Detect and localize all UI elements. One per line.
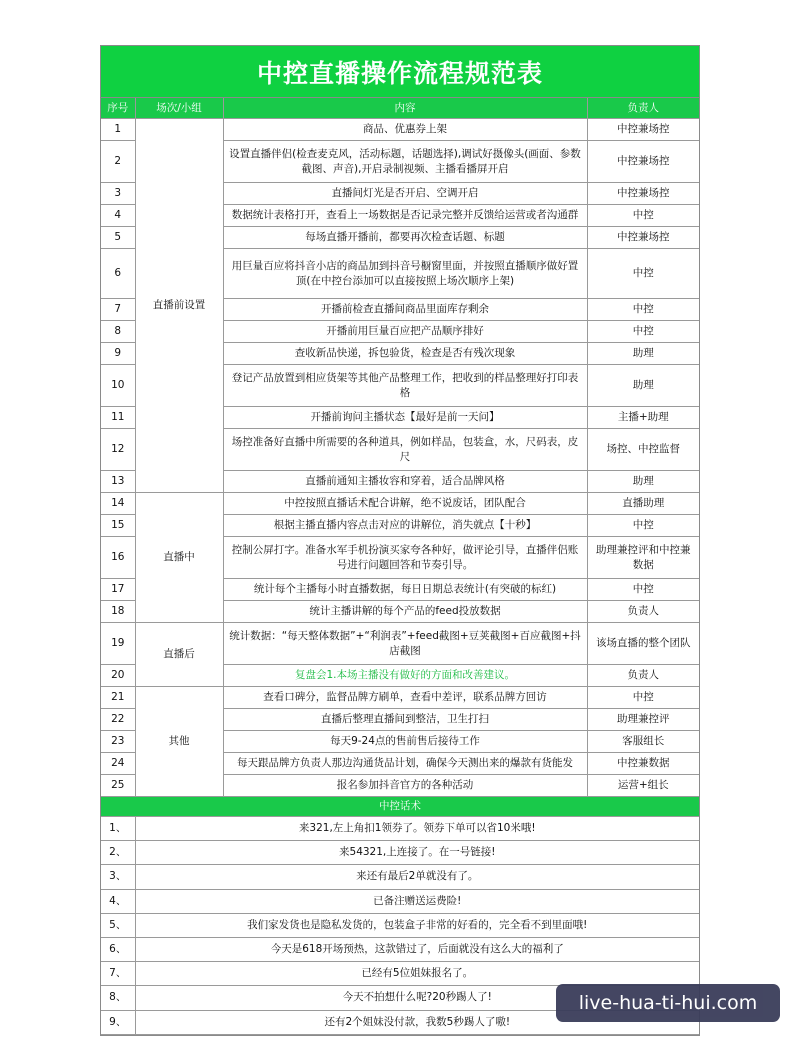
talk-section-title: 中控话术 — [101, 797, 699, 817]
row-owner: 负责人 — [587, 665, 699, 687]
row-content: 统计每个主播每小时直播数据，每日日期总表统计(有突破的标红) — [223, 579, 587, 601]
header-no: 序号 — [101, 98, 135, 119]
row-owner: 助理兼控评 — [587, 709, 699, 731]
group-during-live: 直播中 — [135, 493, 223, 623]
row-content: 开播前检查直播间商品里面库存剩余 — [223, 299, 587, 321]
row-owner: 中控 — [587, 579, 699, 601]
row-owner: 助理 — [587, 471, 699, 493]
row-no: 7 — [101, 299, 135, 321]
row-content: 查看口碑分，监督品牌方刷单，查看中差评，联系品牌方回访 — [223, 687, 587, 709]
talk-text: 已备注赠送运费险! — [135, 889, 699, 913]
row-content: 开播前询问主播状态【最好是前一天问】 — [223, 407, 587, 429]
row-content: 每场直播开播前，都要再次检查话题、标题 — [223, 227, 587, 249]
row-no: 19 — [101, 623, 135, 665]
row-content: 直播间灯光是否开启、空调开启 — [223, 183, 587, 205]
table-row — [101, 493, 699, 515]
row-content-highlight: 复盘会1.本场主播没有做好的方面和改善建议。 — [223, 665, 587, 687]
talk-row — [101, 817, 699, 841]
row-no: 6 — [101, 249, 135, 299]
row-content: 设置直播伴侣(检查麦克风，活动标题，话题选择),调试好摄像头(画面、参数截图、声音),开启录制视频、主播看播屏开启 — [223, 141, 587, 183]
sheet-title: 中控直播操作流程规范表 — [101, 46, 699, 98]
talk-text: 来54321,上连接了。在一号链接! — [135, 841, 699, 865]
row-content: 中控按照直播话术配合讲解，绝不说废话，团队配合 — [223, 493, 587, 515]
row-content: 统计主播讲解的每个产品的feed投放数据 — [223, 601, 587, 623]
row-no: 25 — [101, 775, 135, 797]
talk-text: 我们家发货也是隐私发货的，包装盒子非常的好看的，完全看不到里面哦! — [135, 913, 699, 937]
group-other: 其他 — [135, 687, 223, 797]
row-content: 商品、优惠券上架 — [223, 119, 587, 141]
row-no: 16 — [101, 537, 135, 579]
talk-no: 1、 — [101, 817, 135, 841]
table-row — [101, 623, 699, 665]
process-table — [101, 98, 699, 817]
row-owner: 主播+助理 — [587, 407, 699, 429]
talk-no: 3、 — [101, 865, 135, 889]
row-no: 4 — [101, 205, 135, 227]
group-pre-live: 直播前设置 — [135, 119, 223, 493]
group-post-live: 直播后 — [135, 623, 223, 687]
talk-text: 来321,左上角扣1领券了。领券下单可以省10米哦! — [135, 817, 699, 841]
row-no: 21 — [101, 687, 135, 709]
row-owner: 运营+组长 — [587, 775, 699, 797]
row-no: 22 — [101, 709, 135, 731]
row-owner: 中控兼场控 — [587, 119, 699, 141]
row-content: 开播前用巨量百应把产品顺序排好 — [223, 321, 587, 343]
row-no: 8 — [101, 321, 135, 343]
talk-text: 来还有最后2单就没有了。 — [135, 865, 699, 889]
row-no: 9 — [101, 343, 135, 365]
talk-no: 9、 — [101, 1010, 135, 1034]
row-no: 1 — [101, 119, 135, 141]
row-content: 每天9-24点的售前售后接待工作 — [223, 731, 587, 753]
talk-row — [101, 937, 699, 961]
row-no: 5 — [101, 227, 135, 249]
row-no: 17 — [101, 579, 135, 601]
row-no: 20 — [101, 665, 135, 687]
row-owner: 中控兼数据 — [587, 753, 699, 775]
talk-no: 7、 — [101, 962, 135, 986]
row-content: 直播后整理直播间到整洁，卫生打扫 — [223, 709, 587, 731]
row-owner: 中控兼场控 — [587, 227, 699, 249]
talk-no: 6、 — [101, 937, 135, 961]
row-owner: 该场直播的整个团队 — [587, 623, 699, 665]
row-owner: 中控 — [587, 205, 699, 227]
row-owner: 中控兼场控 — [587, 141, 699, 183]
row-no: 15 — [101, 515, 135, 537]
row-owner: 助理 — [587, 343, 699, 365]
row-no: 18 — [101, 601, 135, 623]
table-row — [101, 119, 699, 141]
row-no: 2 — [101, 141, 135, 183]
talk-text: 还有2个姐妹没付款，我数5秒踢人了嗷! — [135, 1010, 699, 1034]
talk-no: 5、 — [101, 913, 135, 937]
talk-no: 4、 — [101, 889, 135, 913]
row-content: 根据主播直播内容点击对应的讲解位，消失就点【十秒】 — [223, 515, 587, 537]
row-content: 报名参加抖音官方的各种活动 — [223, 775, 587, 797]
row-content: 数据统计表格打开，查看上一场数据是否记录完整并反馈给运营或者沟通群 — [223, 205, 587, 227]
talk-text: 已经有5位姐妹报名了。 — [135, 962, 699, 986]
row-no: 10 — [101, 365, 135, 407]
row-content: 控制公屏打字。准备水军手机扮演买家夸各种好，做评论引导，直播伴侣账号进行问题回答和节奏引导。 — [223, 537, 587, 579]
row-content: 登记产品放置到相应货架等其他产品整理工作，把收到的样品整理好打印表格 — [223, 365, 587, 407]
row-owner: 客服组长 — [587, 731, 699, 753]
row-no: 11 — [101, 407, 135, 429]
row-no: 24 — [101, 753, 135, 775]
row-content: 用巨量百应将抖音小店的商品加到抖音号橱窗里面，并按照直播顺序做好置顶(在中控台添加可以直接按照上场次顺序上架) — [223, 249, 587, 299]
header-content: 内容 — [223, 98, 587, 119]
table-row — [101, 687, 699, 709]
row-no: 14 — [101, 493, 135, 515]
row-no: 23 — [101, 731, 135, 753]
row-no: 12 — [101, 429, 135, 471]
row-owner: 直播助理 — [587, 493, 699, 515]
talk-row — [101, 865, 699, 889]
row-content: 查收新品快递，拆包验货，检查是否有残次现象 — [223, 343, 587, 365]
talk-section-header — [101, 797, 699, 817]
talk-row — [101, 841, 699, 865]
talk-no: 8、 — [101, 986, 135, 1010]
talk-text: 今天不拍想什么呢?20秒踢人了! — [135, 986, 699, 1010]
row-content: 统计数据：“每天整体数据”+“利润表”+feed截图+豆荚截图+百应截图+抖店截图 — [223, 623, 587, 665]
row-owner: 中控 — [587, 687, 699, 709]
talk-text: 今天是618开场预热，这款错过了，后面就没有这么大的福利了 — [135, 937, 699, 961]
row-owner: 中控 — [587, 299, 699, 321]
table-header-row — [101, 98, 699, 119]
row-no: 3 — [101, 183, 135, 205]
row-content: 直播前通知主播妆容和穿着，适合品牌风格 — [223, 471, 587, 493]
header-group: 场次/小组 — [135, 98, 223, 119]
talk-row — [101, 913, 699, 937]
row-no: 13 — [101, 471, 135, 493]
watermark-badge: live-hua-ti-hui.com — [556, 984, 780, 1022]
row-owner: 场控、中控监督 — [587, 429, 699, 471]
row-owner: 中控 — [587, 321, 699, 343]
row-content: 场控准备好直播中所需要的各种道具，例如样品，包装盒，水，尺码表，皮尺 — [223, 429, 587, 471]
row-owner: 负责人 — [587, 601, 699, 623]
process-sheet — [100, 45, 700, 1036]
row-owner: 中控 — [587, 515, 699, 537]
row-owner: 中控 — [587, 249, 699, 299]
row-owner: 助理 — [587, 365, 699, 407]
row-content: 每天跟品牌方负责人那边沟通货品计划，确保今天测出来的爆款有货能发 — [223, 753, 587, 775]
row-owner: 中控兼场控 — [587, 183, 699, 205]
row-owner: 助理兼控评和中控兼数据 — [587, 537, 699, 579]
talk-row — [101, 962, 699, 986]
talk-no: 2、 — [101, 841, 135, 865]
header-owner: 负责人 — [587, 98, 699, 119]
talk-row — [101, 889, 699, 913]
